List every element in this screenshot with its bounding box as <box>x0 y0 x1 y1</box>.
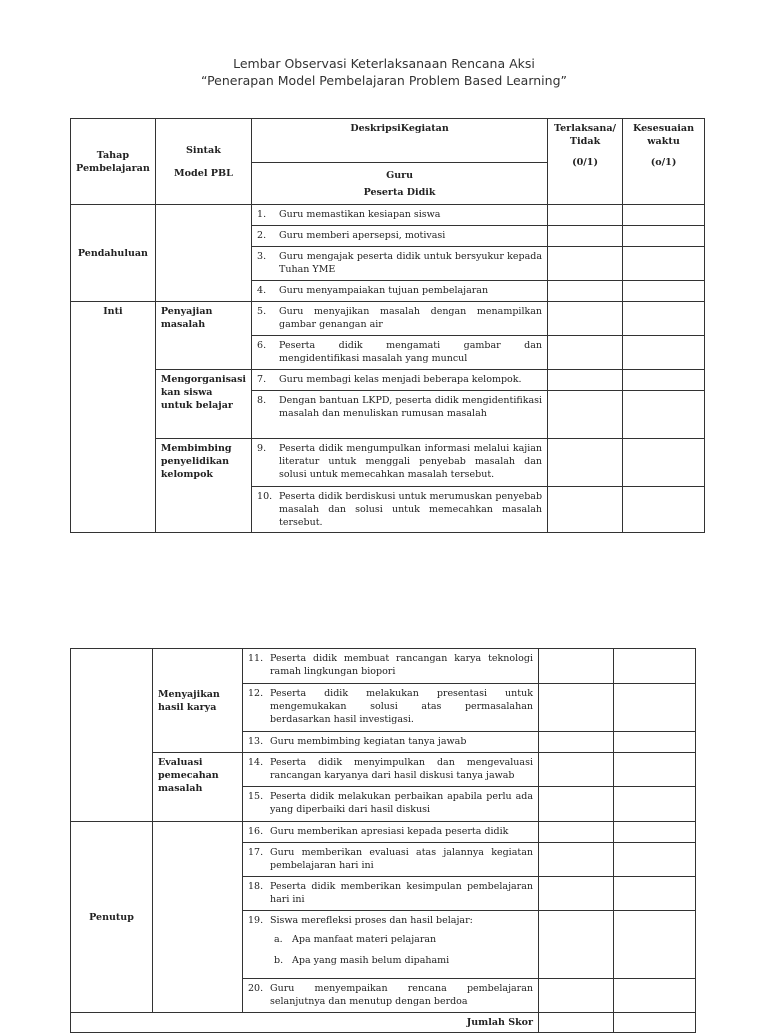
phase-inti: Inti <box>71 302 156 533</box>
activity-item-9: 9. Peserta didik mengumpulkan informasi melalui kajian literatur untuk menggali penyebab masalah dan solusi untuk memecahkan masalah tersebut. <box>252 439 548 487</box>
reflection-question-a: a. Apa manfaat materi pelajaran <box>274 934 437 945</box>
terlaksana-cell[interactable] <box>548 439 623 487</box>
activity-item-3: 3. Guru mengajak peserta didik untuk bersyukur kepada Tuhan YME <box>252 247 548 281</box>
header-tahap: Tahap Pembelajaran <box>71 119 156 205</box>
kesesuaian-cell[interactable] <box>614 649 696 684</box>
terlaksana-cell[interactable] <box>548 487 623 533</box>
terlaksana-cell[interactable] <box>539 684 614 732</box>
activity-item-11: 11. Peserta didik membuat rancangan karya teknologi ramah lingkungan biopori <box>243 649 539 684</box>
activity-item-19: 19. Siswa merefleksi proses dan hasil belajar: a. Apa manfaat materi pelajaran b. Apa yang masih belum dipahami <box>243 911 539 979</box>
activity-item-18: 18. Peserta didik memberikan kesimpulan pembelajaran hari ini <box>243 877 539 911</box>
activity-item-13: 13. Guru membimbing kegiatan tanya jawab <box>243 732 539 753</box>
terlaksana-cell[interactable] <box>539 911 614 979</box>
sintak-evaluasi: Evaluasi pemecahan masalah <box>153 753 243 822</box>
activity-item-20: 20. Guru menyempaikan rencana pembelajaran selanjutnya dan menutup dengan berdoa <box>243 979 539 1013</box>
sintak-mengorganisasi: Mengorganisasi kan siswa untuk belajar <box>155 370 251 439</box>
activity-item-14: 14. Peserta didik menyimpulkan dan mengevaluasi rancangan karyanya dari hasil diskusi tanya jawab <box>243 753 539 787</box>
kesesuaian-cell[interactable] <box>623 205 705 226</box>
activity-item-8: 8. Dengan bantuan LKPD, peserta didik mengidentifikasi masalah dan menuliskan rumusan masalah <box>252 391 548 439</box>
kesesuaian-cell[interactable] <box>614 753 696 787</box>
terlaksana-cell[interactable] <box>548 247 623 281</box>
jumlah-skor-label: Jumlah Skor <box>71 1013 539 1033</box>
reflection-question-b: b. Apa yang masih belum dipahami <box>274 955 450 966</box>
sintak-empty <box>153 822 243 1013</box>
kesesuaian-cell[interactable] <box>623 487 705 533</box>
terlaksana-cell[interactable] <box>539 843 614 877</box>
kesesuaian-cell[interactable] <box>623 247 705 281</box>
kesesuaian-cell[interactable] <box>623 226 705 247</box>
jumlah-skor-kesesuaian[interactable] <box>614 1013 696 1033</box>
header-deskripsi: DeskripsiKegiatan <box>252 119 548 163</box>
kesesuaian-cell[interactable] <box>623 439 705 487</box>
terlaksana-cell[interactable] <box>548 281 623 302</box>
kesesuaian-cell[interactable] <box>614 911 696 979</box>
terlaksana-cell[interactable] <box>539 753 614 787</box>
terlaksana-cell[interactable] <box>539 649 614 684</box>
kesesuaian-cell[interactable] <box>623 370 705 391</box>
kesesuaian-cell[interactable] <box>614 684 696 732</box>
terlaksana-cell[interactable] <box>548 205 623 226</box>
phase-penutup: Penutup <box>71 822 153 1013</box>
activity-item-15: 15. Peserta didik melakukan perbaikan apabila perlu ada yang diperbaiki dari hasil diskusi <box>243 787 539 822</box>
header-terlaksana: Terlaksana/ Tidak (0/1) <box>548 119 623 205</box>
activity-item-17: 17. Guru memberikan evaluasi atas jalannya kegiatan pembelajaran hari ini <box>243 843 539 877</box>
kesesuaian-cell[interactable] <box>614 979 696 1013</box>
activity-item-10: 10. Peserta didik berdiskusi untuk merumuskan penyebab masalah dan solusi untuk memecahkan masalah tersebut. <box>252 487 548 533</box>
sintak-penyajian: Penyajian masalah <box>155 302 251 370</box>
kesesuaian-cell[interactable] <box>614 843 696 877</box>
header-guru-peserta: Guru Peserta Didik <box>252 163 548 205</box>
activity-item-16: 16. Guru memberikan apresiasi kepada peserta didik <box>243 822 539 843</box>
observation-table-page2 <box>70 648 696 1033</box>
terlaksana-cell[interactable] <box>539 732 614 753</box>
phase-inti-cont <box>71 649 153 822</box>
header-kesesuaian: Kesesuaian waktu (o/1) <box>623 119 705 205</box>
jumlah-skor-terlaksana[interactable] <box>539 1013 614 1033</box>
activity-item-1: 1. Guru memastikan kesiapan siswa <box>252 205 548 226</box>
activity-item-4: 4. Guru menyampaiakan tujuan pembelajaran <box>252 281 548 302</box>
kesesuaian-cell[interactable] <box>614 877 696 911</box>
kesesuaian-cell[interactable] <box>623 336 705 370</box>
observation-table-page1 <box>70 118 705 533</box>
kesesuaian-cell[interactable] <box>614 787 696 822</box>
sintak-menyajikan: Menyajikan hasil karya <box>153 649 243 753</box>
terlaksana-cell[interactable] <box>539 877 614 911</box>
activity-item-12: 12. Peserta didik melakukan presentasi untuk mengemukakan solusi atas permasalahan berdasarkan hasil investigasi. <box>243 684 539 732</box>
kesesuaian-cell[interactable] <box>614 732 696 753</box>
terlaksana-cell[interactable] <box>548 302 623 336</box>
kesesuaian-cell[interactable] <box>623 391 705 439</box>
activity-item-5: 5. Guru menyajikan masalah dengan menampilkan gambar genangan air <box>252 302 548 336</box>
sintak-empty <box>155 205 251 302</box>
terlaksana-cell[interactable] <box>548 391 623 439</box>
sintak-membimbing: Membimbing penyelidikan kelompok <box>155 439 251 533</box>
terlaksana-cell[interactable] <box>548 370 623 391</box>
terlaksana-cell[interactable] <box>539 979 614 1013</box>
kesesuaian-cell[interactable] <box>614 822 696 843</box>
kesesuaian-cell[interactable] <box>623 281 705 302</box>
activity-item-7: 7. Guru membagi kelas menjadi beberapa kelompok. <box>252 370 548 391</box>
terlaksana-cell[interactable] <box>548 226 623 247</box>
activity-item-2: 2. Guru memberi apersepsi, motivasi <box>252 226 548 247</box>
terlaksana-cell[interactable] <box>539 787 614 822</box>
terlaksana-cell[interactable] <box>548 336 623 370</box>
document-title: Lembar Observasi Keterlaksanaan Rencana Aksi <box>233 56 535 71</box>
phase-pendahuluan: Pendahuluan <box>71 205 156 302</box>
document-subtitle: “Penerapan Model Pembelajaran Problem Based Learning” <box>201 73 567 88</box>
activity-item-6: 6. Peserta didik mengamati gambar dan mengidentifikasi masalah yang muncul <box>252 336 548 370</box>
terlaksana-cell[interactable] <box>539 822 614 843</box>
header-sintak: Sintak Model PBL <box>155 119 251 205</box>
kesesuaian-cell[interactable] <box>623 302 705 336</box>
